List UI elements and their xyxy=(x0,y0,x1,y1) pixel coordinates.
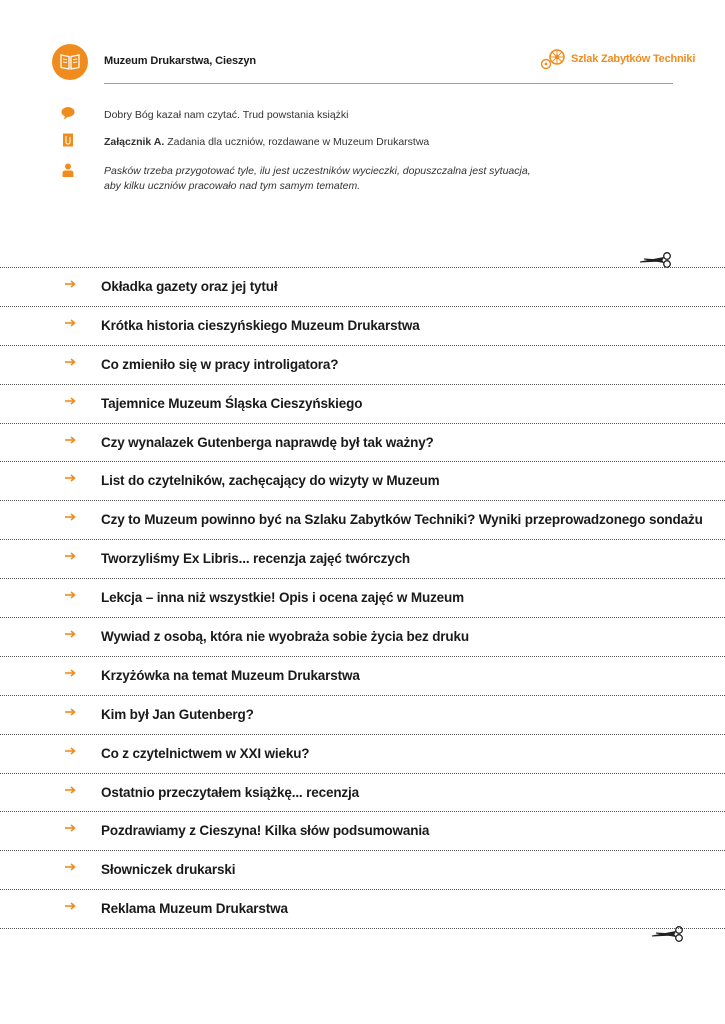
task-strip xyxy=(0,579,725,618)
task-strip xyxy=(0,618,725,657)
task-strip xyxy=(0,657,725,696)
arrow-right-icon xyxy=(64,357,76,367)
arrow-right-icon xyxy=(64,823,76,833)
task-label: Krzyżówka na temat Muzeum Drukarstwa xyxy=(101,667,360,683)
brand-name: Szlak Zabytków Techniki xyxy=(571,53,696,65)
arrow-right-icon xyxy=(64,785,76,795)
arrow-right-icon xyxy=(64,707,76,717)
task-strip xyxy=(0,851,725,890)
arrow-right-icon xyxy=(64,746,76,756)
page-title: Muzeum Drukarstwa, Cieszyn xyxy=(104,55,257,67)
arrow-right-icon xyxy=(64,901,76,911)
task-strip xyxy=(0,696,725,735)
task-label: Reklama Muzeum Drukarstwa xyxy=(101,901,288,917)
task-strip xyxy=(0,268,725,307)
note-line-2: aby kilku uczniów pracowało nad tym samym tematem. xyxy=(104,180,361,192)
task-strip xyxy=(0,735,725,774)
task-list xyxy=(0,267,725,929)
task-label: List do czytelników, zachęcający do wizyty w Muzeum xyxy=(101,473,440,489)
document-icon xyxy=(61,133,75,147)
arrow-right-icon xyxy=(64,668,76,678)
task-label: Co z czytelnictwem w XXI wieku? xyxy=(101,745,310,761)
task-label: Ostatnio przeczytałem książkę... recenzja xyxy=(101,784,359,800)
attachment-label: Załącznik A. xyxy=(104,136,165,148)
task-strip xyxy=(0,501,725,540)
task-label: Okładka gazety oraz jej tytuł xyxy=(101,279,278,294)
arrow-right-icon xyxy=(64,318,76,328)
task-strip xyxy=(0,424,725,463)
task-label: Tajemnice Muzeum Śląska Cieszyńskiego xyxy=(101,395,363,411)
task-label: Wywiad z osobą, która nie wyobraża sobie życia bez druku xyxy=(101,629,469,645)
attachment-line xyxy=(104,135,429,150)
brand-logo xyxy=(540,48,695,70)
arrow-right-icon xyxy=(64,279,76,289)
arrow-right-icon xyxy=(64,396,76,406)
header-divider xyxy=(104,83,673,84)
arrow-right-icon xyxy=(64,512,76,522)
task-strip xyxy=(0,385,725,424)
arrow-right-icon xyxy=(64,435,76,445)
gear-icon xyxy=(540,48,568,70)
topic-text: Dobry Bóg kazał nam czytać. Trud powstania książki xyxy=(104,109,349,121)
task-label: Słowniczek drukarski xyxy=(101,862,236,878)
task-label: Czy to Muzeum powinno być na Szlaku Zabytków Techniki? Wyniki przeprowadzonego sondażu xyxy=(101,512,703,528)
task-strip xyxy=(0,307,725,346)
person-icon xyxy=(61,163,75,177)
task-strip xyxy=(0,540,725,579)
task-strip xyxy=(0,890,725,929)
attachment-text: Zadania dla uczniów, rozdawane w Muzeum Drukarstwa xyxy=(167,136,430,148)
note-line-1: Pasków trzeba przygotować tyle, ilu jest uczestników wycieczki, dopuszczalna jest sytuacja, xyxy=(104,165,531,177)
task-label: Krótka historia cieszyńskiego Muzeum Drukarstwa xyxy=(101,317,420,333)
scissors-icon xyxy=(650,924,686,944)
task-strip xyxy=(0,346,725,385)
task-label: Co zmieniło się w pracy introligatora? xyxy=(101,356,339,372)
speech-bubble-icon xyxy=(61,106,75,120)
book-icon xyxy=(59,52,81,72)
task-label: Kim był Jan Gutenberg? xyxy=(101,706,254,722)
museum-logo xyxy=(52,44,88,80)
task-label: Pozdrawiamy z Cieszyna! Kilka słów podsumowania xyxy=(101,823,430,839)
task-label: Czy wynalazek Gutenberga naprawdę był tak ważny? xyxy=(101,434,434,450)
task-label: Tworzyliśmy Ex Libris... recenzja zajęć twórczych xyxy=(101,551,411,567)
task-strip xyxy=(0,774,725,813)
task-strip xyxy=(0,462,725,501)
arrow-right-icon xyxy=(64,629,76,639)
arrow-right-icon xyxy=(64,862,76,872)
arrow-right-icon xyxy=(64,473,76,483)
task-strip xyxy=(0,812,725,851)
task-label: Lekcja – inna niż wszystkie! Opis i ocena zajęć w Muzeum xyxy=(101,590,464,606)
arrow-right-icon xyxy=(64,551,76,561)
arrow-right-icon xyxy=(64,590,76,600)
